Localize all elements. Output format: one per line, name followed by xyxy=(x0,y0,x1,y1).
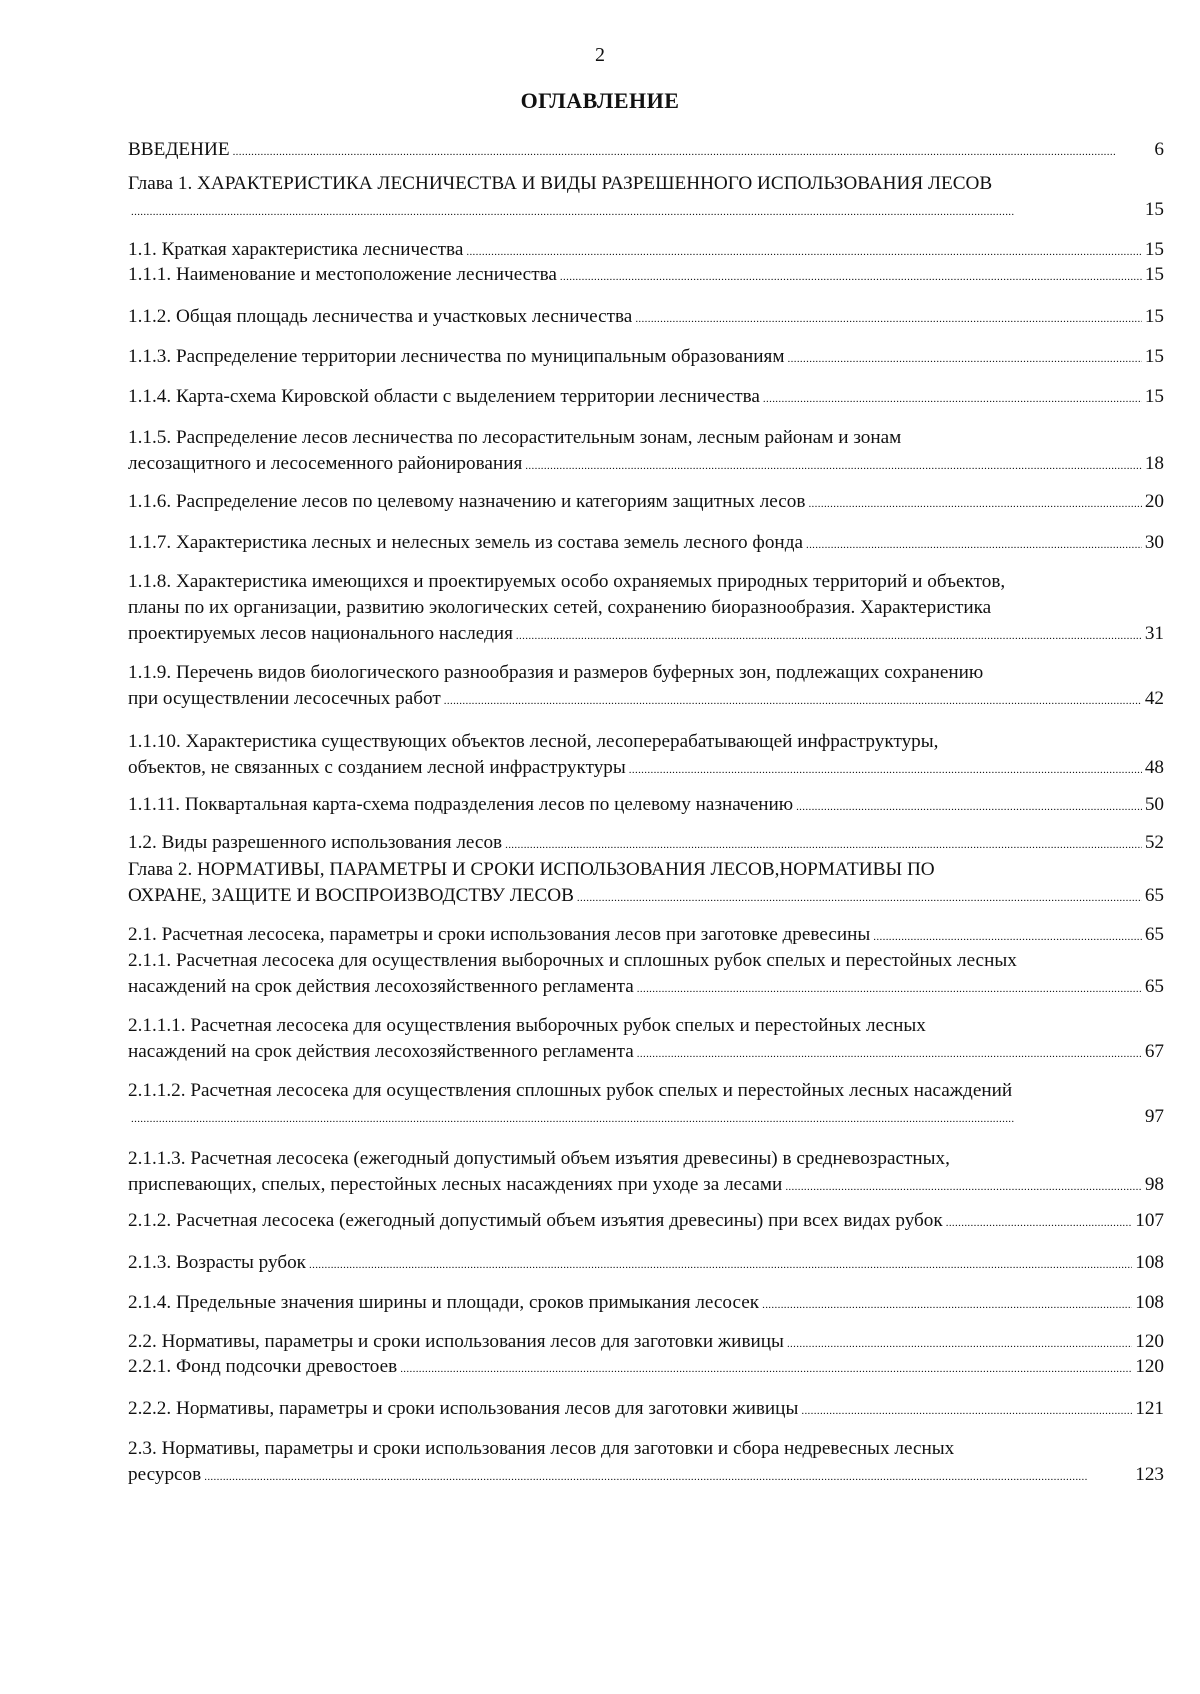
toc-page-number: 48 xyxy=(1144,757,1164,778)
toc-entry-text: лесозащитного и лесосеменного районирования xyxy=(128,453,523,474)
toc-entry[interactable] xyxy=(128,1396,1164,1424)
toc-entry-text: 2.2.1. Фонд подсочки древостоев xyxy=(128,1356,398,1377)
dot-leader xyxy=(131,197,1142,225)
toc-entry[interactable] xyxy=(128,489,1164,517)
toc-entry[interactable] xyxy=(128,384,1164,412)
toc-entry[interactable] xyxy=(128,1436,1164,1490)
toc-entry-text: 1.1.6. Распределение лесов по целевому назначению и категориям защитных лесов xyxy=(128,491,806,512)
toc-entry-text: 2.2. Нормативы, параметры и сроки использования лесов для заготовки живицы xyxy=(128,1331,784,1352)
dot-leader xyxy=(762,1290,1132,1318)
toc-entry[interactable] xyxy=(128,1250,1164,1278)
toc-entry[interactable] xyxy=(128,1146,1164,1200)
toc-entry-line xyxy=(128,621,1164,649)
toc-page-number: 15 xyxy=(1144,386,1164,407)
toc-entry-text: 1.1.11. Поквартальная карта-схема подразделения лесов по целевому назначению xyxy=(128,794,794,815)
toc-entry-line xyxy=(128,451,1164,479)
toc-page-number: 97 xyxy=(1144,1106,1164,1127)
toc-entry-line xyxy=(128,262,1164,290)
toc-entry-text: 1.1. Краткая характеристика лесничества xyxy=(128,239,464,260)
dot-leader xyxy=(873,922,1142,950)
toc-entry[interactable] xyxy=(128,530,1164,558)
toc-entry-text: 1.1.4. Карта-схема Кировской области с выделением территории лесничества xyxy=(128,386,760,407)
toc-entry-line xyxy=(128,830,1164,858)
toc-entry-line xyxy=(128,344,1164,372)
toc-entry-line xyxy=(128,237,1164,265)
toc-entry[interactable] xyxy=(128,830,1164,858)
toc-page-number: 65 xyxy=(1144,924,1164,945)
toc-page-number: 98 xyxy=(1144,1174,1164,1195)
toc-entry[interactable] xyxy=(128,569,1164,649)
toc-page-number: 15 xyxy=(1144,239,1164,260)
dot-leader xyxy=(400,1354,1132,1382)
toc-page-number: 18 xyxy=(1144,453,1164,474)
dot-leader xyxy=(787,1329,1132,1357)
toc-entry-text: проектируемых лесов национального наследия xyxy=(128,623,513,644)
toc-entry[interactable] xyxy=(128,304,1164,332)
toc-page-number: 50 xyxy=(1144,794,1164,815)
toc-entry[interactable] xyxy=(128,425,1164,479)
toc-entry-text: 2.1.2. Расчетная лесосека (ежегодный допустимый объем изъятия древесины) при всех видах рубок xyxy=(128,1210,943,1231)
toc-entry-text: 1.1.8. Характеристика имеющихся и проектируемых особо охраняемых природных территорий и объектов, xyxy=(128,571,1006,592)
dot-leader xyxy=(629,755,1142,783)
toc-page-number: 15 xyxy=(1144,264,1164,285)
toc-entry-line xyxy=(128,1104,1164,1132)
toc-entry[interactable] xyxy=(128,344,1164,372)
toc-page-number: 15 xyxy=(1144,199,1164,220)
toc-page-number: 108 xyxy=(1135,1252,1164,1273)
toc-entry-line xyxy=(128,197,1164,225)
toc-entry-text: 1.1.9. Перечень видов биологического разнообразия и размеров буферных зон, подлежащих сохранению xyxy=(128,662,984,683)
page-number: 2 xyxy=(595,44,605,66)
toc-page-number: 42 xyxy=(1144,688,1164,709)
toc-entry-text: 1.1.5. Распределение лесов лесничества по лесорастительным зонам, лесным районам и зонам xyxy=(128,427,902,448)
toc-entry-text: 2.1. Расчетная лесосека, параметры и сроки использования лесов при заготовке древесины xyxy=(128,924,871,945)
toc-page-number: 67 xyxy=(1144,1041,1164,1062)
toc-entry[interactable] xyxy=(128,237,1164,265)
toc-entry[interactable] xyxy=(128,137,1164,165)
dot-leader xyxy=(635,304,1141,332)
toc-entry-line xyxy=(128,137,1164,165)
toc-entry-line xyxy=(128,1208,1164,1236)
toc-entry-text: ОХРАНЕ, ЗАЩИТЕ И ВОСПРОИЗВОДСТВУ ЛЕСОВ xyxy=(128,885,574,906)
toc-entry-line xyxy=(128,686,1164,714)
toc-page-number: 20 xyxy=(1144,491,1164,512)
toc-entry[interactable] xyxy=(128,660,1164,714)
dot-leader xyxy=(763,384,1142,412)
toc-entry-line xyxy=(128,755,1164,783)
toc-page-number: 15 xyxy=(1144,306,1164,327)
toc-entry[interactable] xyxy=(128,262,1164,290)
toc-entry[interactable] xyxy=(128,1354,1164,1382)
toc-entry-text: приспевающих, спелых, перестойных лесных насаждениях при уходе за лесами xyxy=(128,1174,783,1195)
toc-entry[interactable] xyxy=(128,171,1164,225)
toc-entry-text: 2.1.4. Предельные значения ширины и площади, сроков примыкания лесосек xyxy=(128,1292,760,1313)
toc-entry-text: 2.2.2. Нормативы, параметры и сроки использования лесов для заготовки живицы xyxy=(128,1398,799,1419)
toc-entry-text: 1.1.3. Распределение территории лесничества по муниципальным образованиям xyxy=(128,346,785,367)
toc-entry[interactable] xyxy=(128,729,1164,783)
toc-entry-line xyxy=(128,974,1164,1002)
toc-entry-text: ВВЕДЕНИЕ xyxy=(128,139,230,160)
toc-page-number: 121 xyxy=(1135,1398,1164,1419)
toc-entry-text: планы по их организации, развитию экологических сетей, сохранению биоразнообразия. Характеристика xyxy=(128,597,992,618)
toc-entry-text: 1.1.2. Общая площадь лесничества и участковых лесничества xyxy=(128,306,633,327)
toc-entry-text: 1.1.10. Характеристика существующих объектов лесной, лесоперерабатывающей инфраструктуры, xyxy=(128,731,939,752)
dot-leader xyxy=(505,830,1142,858)
toc-entry-line xyxy=(128,1396,1164,1424)
dot-leader xyxy=(204,1462,1132,1490)
toc-entry-text: Глава 2. НОРМАТИВЫ, ПАРАМЕТРЫ И СРОКИ ИСПОЛЬЗОВАНИЯ ЛЕСОВ,НОРМАТИВЫ ПО xyxy=(128,859,935,880)
toc-entry-line xyxy=(128,1172,1164,1200)
dot-leader xyxy=(785,1172,1141,1200)
dot-leader xyxy=(444,686,1142,714)
dot-leader xyxy=(806,530,1142,558)
dot-leader xyxy=(796,792,1142,820)
toc-entry-text: 2.1.1.3. Расчетная лесосека (ежегодный допустимый объем изъятия древесины) в средневозрастных, xyxy=(128,1148,950,1169)
toc-entry[interactable] xyxy=(128,948,1164,1002)
toc-entry-text: ресурсов xyxy=(128,1464,202,1485)
toc-entry-text: насаждений на срок действия лесохозяйственного регламента xyxy=(128,976,634,997)
toc-entry-text: при осуществлении лесосечных работ xyxy=(128,688,441,709)
toc-entry-text: 1.2. Виды разрешенного использования лесов xyxy=(128,832,503,853)
toc-entry-line xyxy=(128,304,1164,332)
toc-entry-text: 1.1.7. Характеристика лесных и нелесных земель из состава земель лесного фонда xyxy=(128,532,803,553)
toc-page-number: 65 xyxy=(1144,976,1164,997)
toc-entry-text: 2.1.1.2. Расчетная лесосека для осуществления сплошных рубок спелых и перестойных лесных насаждений xyxy=(128,1080,1013,1101)
toc-entry-line xyxy=(128,530,1164,558)
dot-leader xyxy=(560,262,1142,290)
toc-entry[interactable] xyxy=(128,1329,1164,1357)
toc-entry-text: 2.1.1.1. Расчетная лесосека для осуществления выборочных рубок спелых и перестойных лесных xyxy=(128,1015,926,1036)
toc-entry[interactable] xyxy=(128,792,1164,820)
dot-leader xyxy=(637,974,1142,1002)
dot-leader xyxy=(946,1208,1132,1236)
toc-entry-text: 2.3. Нормативы, параметры и сроки использования лесов для заготовки и сбора недревесных лесных xyxy=(128,1438,955,1459)
toc-entry-line xyxy=(128,883,1164,911)
toc-page-number: 108 xyxy=(1135,1292,1164,1313)
toc-page-number: 120 xyxy=(1135,1356,1164,1377)
toc-entry-text: 2.1.1. Расчетная лесосека для осуществления выборочных и сплошных рубок спелых и перестойных лесных xyxy=(128,950,1017,971)
dot-leader xyxy=(637,1039,1142,1067)
toc-entry[interactable] xyxy=(128,857,1164,911)
toc-entry-text: насаждений на срок действия лесохозяйственного регламента xyxy=(128,1041,634,1062)
toc-entry[interactable] xyxy=(128,1013,1164,1067)
dot-leader xyxy=(788,344,1142,372)
toc-entry-text: 2.1.3. Возрасты рубок xyxy=(128,1252,306,1273)
toc-entry-line xyxy=(128,792,1164,820)
toc-entry-line xyxy=(128,489,1164,517)
toc-entry-text: 1.1.1. Наименование и местоположение лесничества xyxy=(128,264,557,285)
dot-leader xyxy=(525,451,1142,479)
dot-leader xyxy=(577,883,1142,911)
toc-page-number: 15 xyxy=(1144,346,1164,367)
toc-entry-text: Глава 1. ХАРАКТЕРИСТИКА ЛЕСНИЧЕСТВА И ВИДЫ РАЗРЕШЕННОГО ИСПОЛЬЗОВАНИЯ ЛЕСОВ xyxy=(128,173,993,194)
toc-entry-line xyxy=(128,1250,1164,1278)
page-title: ОГЛАВЛЕНИЕ xyxy=(520,88,680,113)
toc-entry-text: объектов, не связанных с созданием лесной инфраструктуры xyxy=(128,757,626,778)
dot-leader xyxy=(516,621,1142,649)
toc-entry[interactable] xyxy=(128,1208,1164,1236)
dot-leader xyxy=(801,1396,1132,1424)
toc-page-number: 31 xyxy=(1144,623,1164,644)
toc-page-number: 52 xyxy=(1144,832,1164,853)
toc-page-number: 120 xyxy=(1135,1331,1164,1352)
toc-entry[interactable] xyxy=(128,1078,1164,1132)
toc-entry-line xyxy=(128,1329,1164,1357)
dot-leader xyxy=(131,1104,1142,1132)
toc-entry-line xyxy=(128,384,1164,412)
dot-leader xyxy=(808,489,1141,517)
toc-page-number: 107 xyxy=(1135,1210,1164,1231)
dot-leader xyxy=(466,237,1141,265)
toc-entry-line xyxy=(128,1462,1164,1490)
toc-entry[interactable] xyxy=(128,922,1164,950)
toc-page-number: 65 xyxy=(1144,885,1164,906)
toc-entry-line xyxy=(128,922,1164,950)
toc-page-number: 6 xyxy=(1154,139,1164,160)
dot-leader xyxy=(309,1250,1132,1278)
toc-page-number: 30 xyxy=(1144,532,1164,553)
dot-leader xyxy=(233,137,1152,165)
toc-page-number: 123 xyxy=(1135,1464,1164,1485)
toc-entry-line xyxy=(128,1039,1164,1067)
toc-entry-line xyxy=(128,1290,1164,1318)
toc-entry-line xyxy=(128,1354,1164,1382)
toc-entry[interactable] xyxy=(128,1290,1164,1318)
